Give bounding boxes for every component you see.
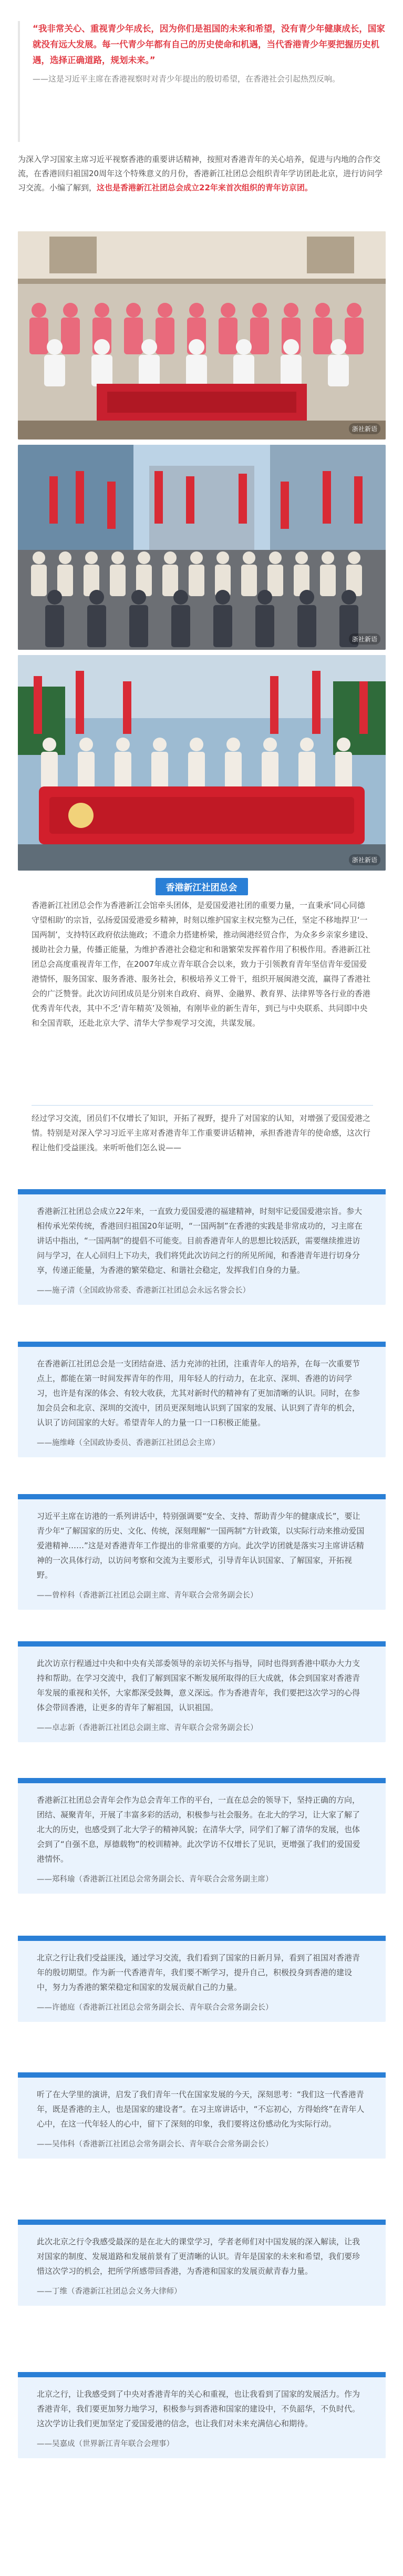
testimonial-text: 习近平主席在访港的一系列讲话中，特别强调要“安全、支持、帮助青少年的健康成长”，要让青少年“了解国家的历史、文化、传统，深刻理解“一国两制”方针政策，以实际行动来推动爱国爱港精神……”这是对香港青年工作提出的非常重要的方向。此次学访团就是落实习主席讲话精神的一次具体行动，以访问考察和交流为主要形式，引导青年认识国家、了解国家，开拓视野。 <box>37 1511 365 1580</box>
group-photo-banner <box>18 655 386 871</box>
testimonial-author: ——许德庭（香港新江社团总会常务副会长、青年联合会常务副会长） <box>37 2003 273 2012</box>
testimonial-text: 在香港新江社团总会是一支团结奋进、活力充沛的社团，注重青年人的培养，在每一次重要节点上，都能在第一时间发挥青年的作用，用年轻人的行动力，在北京、深圳、香港的访问学习，也许是有深的体会、有较大收获，尤其对新时代的精神有了更加清晰的认识。同时，在参加会员会和北京、深圳的交流中，团员更深刻地认识到了国家的发展、认识到了青年的机会，认识了访问国家的大好。希望青年人的力量一口一口积极正能量。 <box>37 1359 360 1427</box>
quote-text: “我非常关心、重视青少年成长，因为你们是祖国的未来和希望，没有青少年健康成长，国家就没有远大发展。每一代青少年都有自己的历史使命和机遇，当代香港青少年要把握历史机遇，选择正确道路，规划未来。” <box>33 24 385 65</box>
testimonial-author: ——施子清（全国政协常委、香港新江社团总会永远名誉会长） <box>37 1286 250 1295</box>
card-top-bar <box>18 2220 386 2225</box>
testimonial-author: ——郑科瑜（香港新江社团总会常务副会长、青年联合会常务副主席） <box>37 1875 273 1884</box>
testimonial-card <box>18 1936 386 2022</box>
testimonial-card <box>18 1189 386 1305</box>
card-top-bar <box>18 1189 386 1194</box>
card-top-bar <box>18 1342 386 1347</box>
transition-paragraph <box>32 1100 373 1155</box>
photo-watermark: 浙社新语 <box>349 633 380 645</box>
testimonial-author: ——吴嘉成（世界新江青年联合会理事） <box>37 2440 174 2448</box>
testimonial-card <box>18 1342 386 1457</box>
testimonial-author: ——施维峰（全国政协委员、香港新江社团总会主席） <box>37 1439 220 1447</box>
testimonial-text: 北京之行，让我感受到了中央对香港青年的关心和重视，也让我看到了国家的发展活力。作为香港青年，我们要更加努力地学习，积极参与到香港和国家的建设中，不负韶华，不负时代。这次学访让我们更加坚定了爱国爱港的信念，也让我们对未来充满信心和期待。 <box>37 2389 360 2428</box>
quote-citation: ——这是习近平主席在香港视察时对青少年提出的殷切希望，在香港社会引起热烈反响。 <box>33 74 340 84</box>
card-top-bar <box>18 1641 386 1647</box>
association-description: 香港新江社团总会作为香港新江会馆牵头团体，是爱国爱港社团的重要力量，一直秉承‘同心同德 守望相助’的宗旨，弘扬爱国爱港爱乡精神，时刻以维护国家主权完整为己任，坚定不移地捍卫‘一国两制’，支持特区政府依法施政；不遗余力搭建桥梁，推动闽港经贸合作，为众多乡亲家乡建设、援助社会力量，传播正能量，为维护香港社会稳定和和谐繁荣发挥着作用了积极作用。香港新江社团总会高度重视青年工作，在2007年成立青年联合会以来，致力于引领教育青年坚信青年爱国爱港情怀，服务国家、服务香港、服务社会，积极培养义工骨干，组织开展闽港交流，赢得了香港社会的广泛赞誉。此次访问团成员是分别来自政府、商界、金融界、教育界、法律界等各行业的香港优秀青年代表，其中不乏‘青年精英’及领袖，有刚毕业的新生青年，到已与中央联系、共同即中央和全国青联，还赴北京大学、清华大学参观学习交流，共谋发展。 <box>32 901 373 1028</box>
testimonial-card <box>18 1778 386 1894</box>
testimonial-text: 北京之行让我们受益匪浅，通过学习交流，我们看到了国家的日新月异，看到了祖国对香港青年的殷切期望。作为新一代香港青年，我们要不断学习，提升自己，积极投身到香港的建设中，努力为香港的繁荣稳定和国家的发展贡献自己的力量。 <box>37 1953 360 1992</box>
leader-quote <box>18 21 386 142</box>
photo-watermark: 浙社新语 <box>349 854 380 865</box>
card-top-bar <box>18 2372 386 2377</box>
testimonial-text: 听了在大学里的演讲，启发了我们青年一代在国家发展的今天，深刻思考：“我们这一代香港青年，既是香港的主人，也是国家的建设者”。在习主席讲话中，“不忘初心，方得始终”在青年人心中，在这一代年轻人的心中，留下了深刻的印象，我们要将这份感动化为实际行动。 <box>37 2090 365 2129</box>
testimonial-text: 香港新江社团总会成立22年来，一直致力爱国爱港的福建精神，时刻牢记爱国爱港宗旨。参大相传承光荣传统，香港回归祖国20年证明，“一国两制”在香港的实践是非常成功的，习主席在讲话中指出，“一国两制”的提倡不可能变。目前香港青年人的思想比较活跃，需要继续推进访问与学习，在人心回归上下功夫，我们将凭此次访问之行的所见所闻，和香港青年进行切身分享，传递正能量，为香港的繁荣稳定、和谐社会稳定，发挥我们自身的力量。 <box>37 1207 363 1275</box>
card-top-bar <box>18 1494 386 1499</box>
card-top-bar <box>18 1778 386 1783</box>
intro-text: 为深入学习国家主席习近平视察香港的重要讲话精神，按照对香港青年的关心培养，促进与内地的合作交流，在香港回归祖国20周年这个特殊意义的月份，香港新江社团总会组织青年学访团赴北京，进行访问学习交流。小编了解到， <box>18 155 383 192</box>
testimonial-card <box>18 1641 386 1742</box>
testimonial-card <box>18 1494 386 1610</box>
section-header <box>0 878 403 895</box>
card-top-bar <box>18 2072 386 2078</box>
photo-watermark: 浙社新语 <box>349 423 380 434</box>
testimonial-author: ——丁维（香港新江社团总会义务大律师） <box>37 2287 182 2296</box>
testimonial-author: ——卓志新（香港新江社团总会副主席、青年联合会常务副会长） <box>37 1724 258 1732</box>
testimonial-text: 此次北京之行令我感受最深的是在北大的课堂学习，学者老师们对中国发展的深入解读，让我对国家的制度、发展道路和发展前景有了更清晰的认识。青年是国家的未来和希望，我们要珍惜这次学习的机会，把所学所感带回香港，为香港和国家的发展贡献青春力量。 <box>37 2237 360 2276</box>
testimonial-author: ——曾梓科（香港新江社团总会副主席、青年联合会常务副会长） <box>37 1591 258 1600</box>
testimonial-text: 香港新江社团总会青年会作为总会青年工作的平台，一直在总会的领导下，坚持正确的方向，团结、凝聚青年，开展了丰富多彩的活动，积极参与社会服务。在北大的学习，让大家了解了北大的历史，也感受到了北大学子的精神风貌；在清华大学，同学们了解了清华的发展，也体会到了“自强不息，厚德载物”的校训精神。此次学访不仅增长了见识，更增强了我们的爱国爱港情怀。 <box>37 1795 360 1864</box>
testimonial-card <box>18 2072 386 2159</box>
card-top-bar <box>18 1936 386 1941</box>
section-title: 香港新江社团总会 <box>156 878 248 895</box>
intro-paragraph <box>18 152 386 195</box>
testimonial-card <box>18 2220 386 2306</box>
divider <box>32 1105 373 1106</box>
transition-text: 经过学习交流，团员们不仅增长了知识，开拓了视野，提升了对国家的认知，对增强了爱国爱港之情。特别是对深入学习习近平主席对香港青年工作重要讲话精神，承担香港青年的使命感，这次行程让他们受益匪浅。来听听他们怎么说—— <box>32 1113 371 1152</box>
testimonial-card <box>18 2372 386 2458</box>
group-photo-indoor <box>18 231 386 439</box>
testimonial-text: 此次访京行程通过中央和中央有关部委领导的亲切关怀与指导，同时也得到香港中联办大力支持和帮助。在学习交流中，我们了解到国家不断发展所取得的巨大成就，体会到国家对香港青年发展的重视和关怀，大家都深受鼓舞，意义深远。作为香港青年，我们要把这次学习的心得体会带回香港，让更多的青年了解祖国，认识祖国。 <box>37 1659 360 1712</box>
intro-highlight: 这也是香港新江社团总会成立22年来首次组织的青年访京团。 <box>97 183 313 192</box>
group-photo-outdoor <box>18 445 386 650</box>
testimonial-author: ——吴伟科（香港新江社团总会常务副会长、青年联合会常务副会长） <box>37 2140 273 2149</box>
